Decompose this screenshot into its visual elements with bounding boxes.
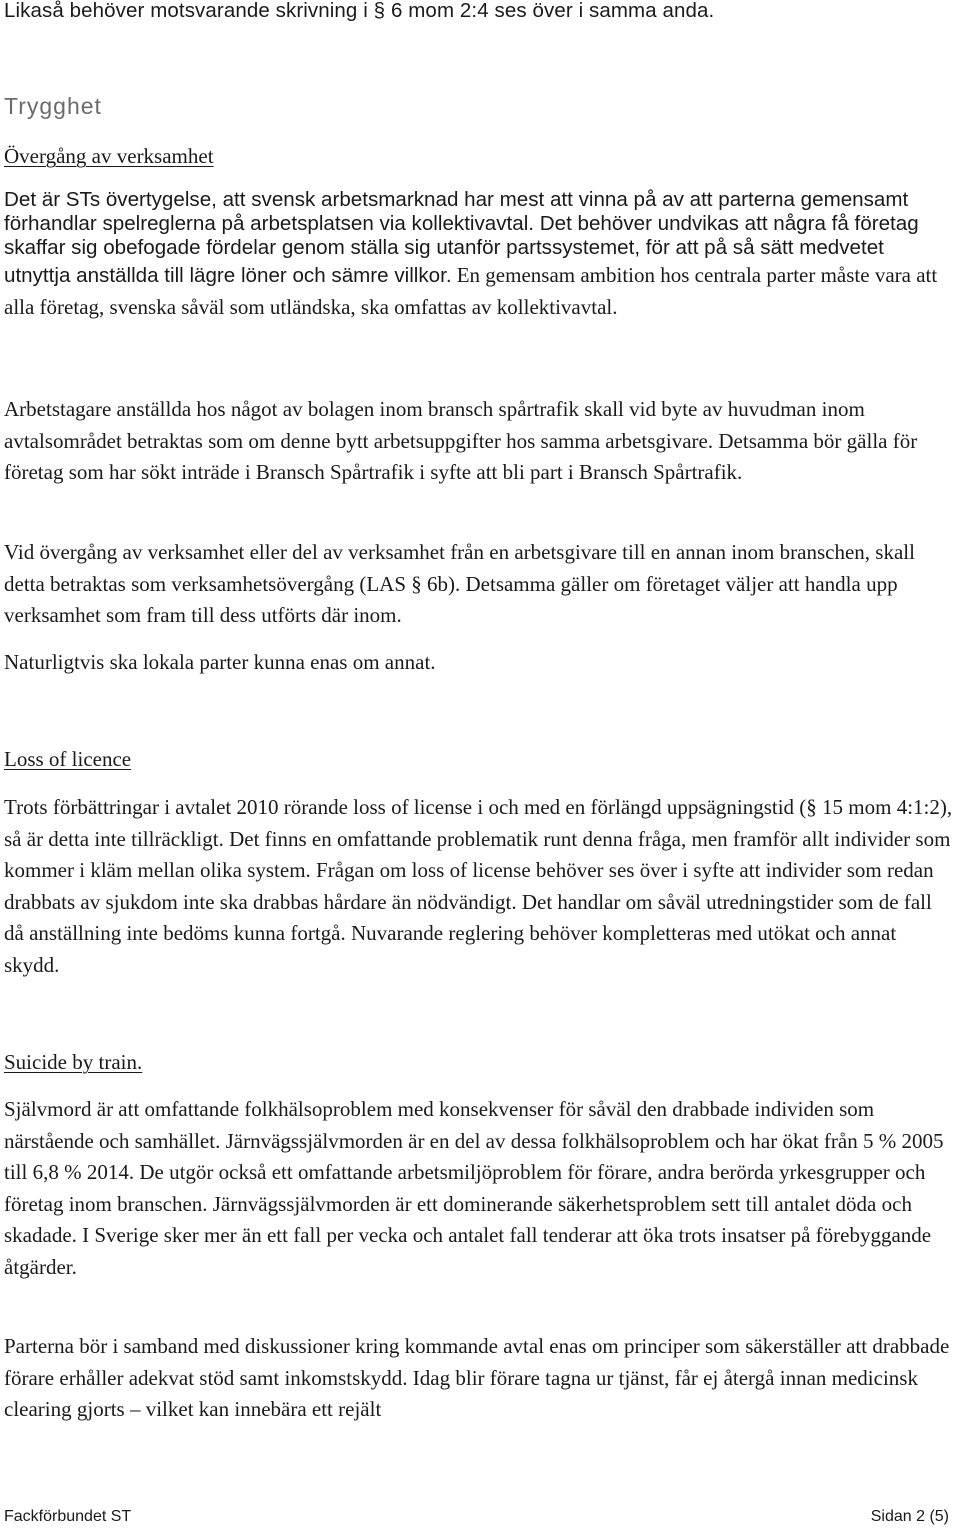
- footer-organisation: Fackförbundet ST: [4, 1508, 132, 1525]
- paragraph-overgang-1-serif: En gemensam ambition hos centrala parter måste vara att alla företag, svenska såväl som utländska, ska omfattas av kollektivavtal.: [4, 263, 938, 319]
- section-title: Trygghet: [4, 93, 102, 119]
- subheading-loss-of-licence: Loss of licence: [4, 747, 132, 771]
- paragraph-overgang-4: Naturligtvis ska lokala parter kunna enas om annat.: [4, 650, 436, 674]
- subheading-overgang: Övergång av verksamhet: [4, 144, 214, 168]
- lead-sentence: Likaså behöver motsvarande skrivning i § 6 mom 2:4 ses över i samma anda.: [4, 0, 715, 22]
- paragraph-suicide-1: Självmord är att omfattande folkhälsoproblem med konsekvenser för såväl den drabbade individen som närstående och samhället. Järnvägssjälvmorden är en del av dessa folkhälsoproblem och har ökat från 5 % 2005 till 6,8 % 2014. De utgör också ett omfattande arbetsmiljöproblem för förare, andra berörda yrkesgrupper och företag inom branschen. Järnvägssjälvmorden är ett dominerande säkerhetsproblem sett till antalet döda och skadade. I Sverige sker mer än ett fall per vecka och antalet fall tenderar att öka trots insatser på förebyggande åtgärder.: [4, 1097, 944, 1279]
- paragraph-loss-of-licence: Trots förbättringar i avtalet 2010 rörande loss of license i och med en förlängd uppsägningstid (§ 15 mom 4:1:2), så är detta inte tillräckligt. Det finns en omfattande problematik runt denna fråga, men framför allt individer som kommer i kläm mellan olika system. Frågan om loss of license behöver ses över i syfte att individer som redan drabbats av sjukdom inte ska drabbas hårdare än nödvändigt. Det handlar om såväl utredningstider som de fall då anställning inte bedöms kunna fortgå. Nuvarande reglering behöver kompletteras med utökat och annat skydd.: [4, 795, 953, 977]
- paragraph-suicide-2: Parterna bör i samband med diskussioner kring kommande avtal enas om principer som säkerställer att drabbade förare erhåller adekvat stöd samt inkomstskydd. Idag blir förare tagna ur tjänst, får ej återgå innan medicinsk clearing gjorts – vilket kan innebära ett rejält: [4, 1334, 950, 1421]
- paragraph-overgang-3: Vid övergång av verksamhet eller del av verksamhet från en arbetsgivare till en annan inom branschen, skall detta betraktas som verksamhetsövergång (LAS § 6b). Detsamma gäller om företaget väljer att handla upp verksamhet som fram till dess utförts där inom.: [4, 540, 915, 627]
- footer-page-number: Sidan 2 (5): [870, 1508, 949, 1525]
- paragraph-overgang-1-sans: Det är STs övertygelse, att svensk arbetsmarknad har mest att vinna på av att parterna gemensamt förhandlar spelreglerna på arbetsplatsen via kollektivavtal. Det behöver undvikas att några få företag skaffar sig obefogade fördelar genom ställa sig utanför partssystemet, för att på så sätt medvetet utnyttja anställda till lägre löner och sämre villkor.: [4, 188, 919, 287]
- subheading-suicide-by-train: Suicide by train.: [4, 1050, 143, 1074]
- paragraph-overgang-1: [4, 188, 956, 323]
- paragraph-overgang-2: Arbetstagare anställda hos något av bolagen inom bransch spårtrafik skall vid byte av huvudman inom avtalsområdet betraktas som om denne bytt arbetsuppgifter hos samma arbetsgivare. Detsamma bör gälla för företag som har sökt inträde i Bransch Spårtrafik i syfte att bli part i Bransch Spårtrafik.: [4, 397, 918, 484]
